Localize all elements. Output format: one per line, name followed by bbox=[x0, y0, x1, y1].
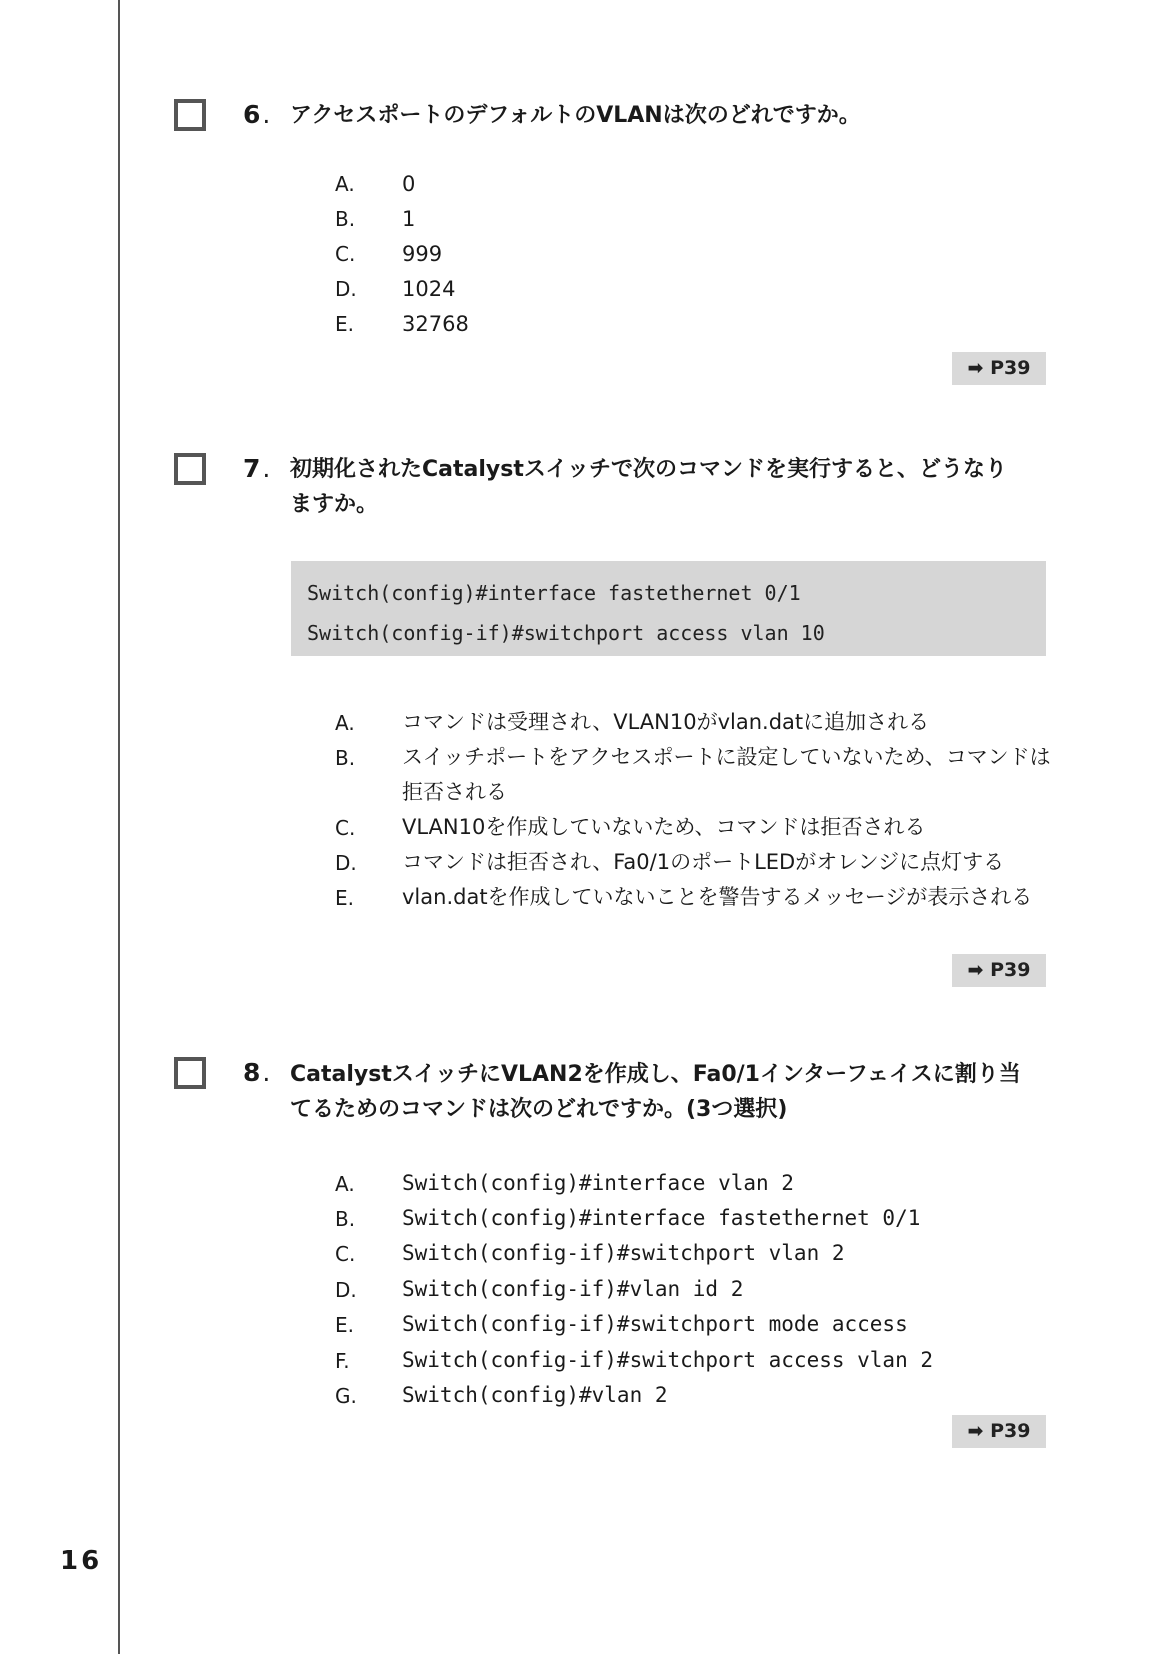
page-margin-line bbox=[118, 0, 120, 1654]
choice-letter: A. bbox=[335, 711, 355, 735]
question-7-code-block bbox=[291, 561, 1046, 656]
question-7-checkbox[interactable] bbox=[174, 453, 206, 485]
question-8-number: 8. bbox=[243, 1058, 271, 1087]
question-8-text-line-2: てるためのコマンドは次のどれですか。(3つ選択) bbox=[290, 1097, 788, 1122]
question-7-text-line-1: 初期化されたCatalystスイッチで次のコマンドを実行すると、どうなり bbox=[290, 457, 1007, 482]
choice-text: 32768 bbox=[402, 312, 469, 336]
question-7-text bbox=[290, 452, 1050, 522]
choice-text: 0 bbox=[402, 172, 416, 196]
question-6-text: アクセスポートのデフォルトのVLANは次のどれですか。 bbox=[290, 103, 861, 128]
choice-letter: E. bbox=[335, 1313, 354, 1337]
choice-text: Switch(config)#interface fastethernet 0/1 bbox=[402, 1206, 921, 1230]
question-7-page-reference[interactable]: ➡ P39 bbox=[952, 954, 1046, 987]
page-number: 16 bbox=[60, 1546, 103, 1576]
choice-text: VLAN10を作成していないため、コマンドは拒否される bbox=[402, 815, 926, 839]
choice-letter: A. bbox=[335, 172, 355, 196]
choice-letter: C. bbox=[335, 242, 356, 266]
choice-text: Switch(config-if)#vlan id 2 bbox=[402, 1277, 744, 1301]
choice-text: vlan.datを作成していないことを警告するメッセージが表示される bbox=[402, 885, 1033, 909]
choice-letter: C. bbox=[335, 1242, 356, 1266]
code-line: Switch(config-if)#switchport access vlan 10 bbox=[307, 621, 825, 645]
choice-letter: F. bbox=[335, 1349, 350, 1373]
choice-letter: C. bbox=[335, 816, 356, 840]
choice-text: Switch(config)#interface vlan 2 bbox=[402, 1171, 794, 1195]
question-6-checkbox[interactable] bbox=[174, 99, 206, 131]
question-6-number: 6. bbox=[243, 100, 271, 129]
choice-letter: D. bbox=[335, 277, 357, 301]
choice-text: Switch(config)#vlan 2 bbox=[402, 1383, 668, 1407]
choice-text: 1024 bbox=[402, 277, 456, 301]
question-7-text-line-2: ますか。 bbox=[290, 492, 379, 517]
question-6-page-reference[interactable]: ➡ P39 bbox=[952, 352, 1046, 385]
choice-text: Switch(config-if)#switchport vlan 2 bbox=[402, 1241, 845, 1265]
choice-text: スイッチポートをアクセスポートに設定していないため、コマンドは拒否される bbox=[402, 745, 1051, 804]
choice-letter: E. bbox=[335, 312, 354, 336]
choice-letter: A. bbox=[335, 1172, 355, 1196]
code-line: Switch(config)#interface fastethernet 0/1 bbox=[307, 581, 801, 605]
choice-letter: D. bbox=[335, 851, 357, 875]
question-8-text-line-1: CatalystスイッチにVLAN2を作成し、Fa0/1インターフェイスに割り当 bbox=[290, 1062, 1021, 1087]
choice-text: 999 bbox=[402, 242, 443, 266]
choice-text: コマンドは受理され、VLAN10がvlan.datに追加される bbox=[402, 710, 930, 734]
choice-letter: B. bbox=[335, 1207, 356, 1231]
question-8-checkbox[interactable] bbox=[174, 1057, 206, 1089]
choice-letter: B. bbox=[335, 746, 356, 770]
choice-letter: G. bbox=[335, 1384, 357, 1408]
choice-letter: B. bbox=[335, 207, 356, 231]
question-8-page-reference[interactable]: ➡ P39 bbox=[952, 1415, 1046, 1448]
choice-text: コマンドは拒否され、Fa0/1のポートLEDがオレンジに点灯する bbox=[402, 850, 1005, 874]
choice-text: Switch(config-if)#switchport access vlan 2 bbox=[402, 1348, 934, 1372]
choice-text: 1 bbox=[402, 207, 416, 231]
choice-text: Switch(config-if)#switchport mode access bbox=[402, 1312, 908, 1336]
choice-letter: D. bbox=[335, 1278, 357, 1302]
choice-letter: E. bbox=[335, 886, 354, 910]
question-7-number: 7. bbox=[243, 454, 271, 483]
question-8-text bbox=[290, 1057, 1050, 1127]
